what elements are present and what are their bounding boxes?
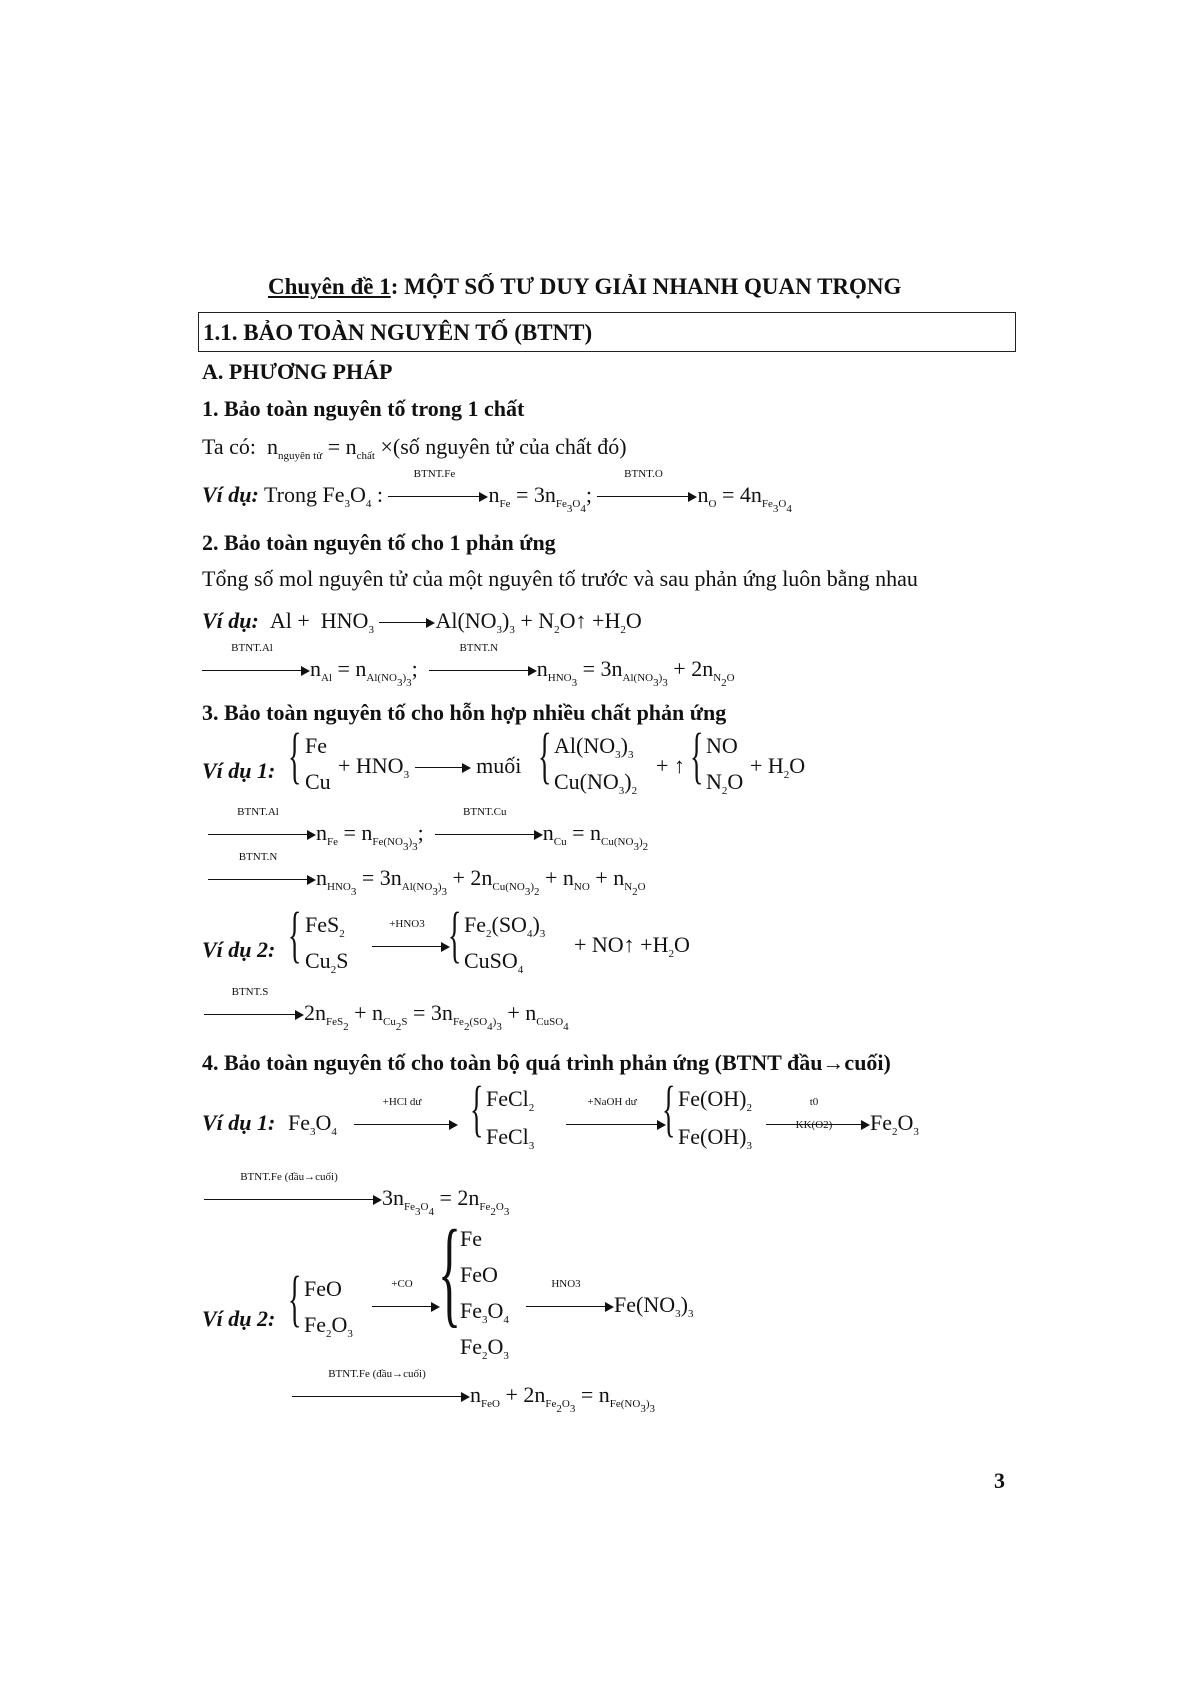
equation-btnt-fe-dc: BTNT.Fe (đầu→cuối) $3n_{Fe_3O_4} = 2n_{Fe_2O_3}$ [204, 1185, 509, 1212]
muoi-text: muối [476, 753, 522, 778]
formula1-text: (số nguyên tử của chất đó) [392, 434, 627, 459]
ta-co-label: Ta có: [202, 434, 257, 459]
arrow-btnt-o: BTNT.O [597, 482, 697, 508]
example-1b-label: Ví dụ 1: [202, 1110, 276, 1135]
section-heading-text: 1.1. BẢO TOÀN NGUYÊN TỐ (BTNT) [203, 320, 593, 345]
equation-btnt-al-n: BTNT.Al $n_{Al} = n_{Al(NO_3)_3}$; BTNT.N $n_{HNO_3} = 3n_{Al(NO_3)_3} + 2n_{N_2O}$ [202, 656, 735, 683]
arrow-btnt-s: BTNT.S [204, 1000, 304, 1026]
example-fe3o4: Ví dụ: Trong $Fe_3O_4$ : BTNT.Fe $n_{Fe} = 3n_{Fe_3O_4}$; BTNT.O $n_O = 4n_{Fe_3O_4}$ [202, 468, 792, 515]
arrow-btnt-al-2: BTNT.Al [208, 820, 316, 846]
arrow-btnt-n-2: BTNT.N [208, 865, 316, 891]
trong-text: Trong [263, 482, 317, 507]
heading-3: 3. Bảo toàn nguyên tố cho hỗn hợp nhiều chất phản ứng [202, 700, 727, 725]
equation-btnt-fe-dc-2: BTNT.Fe (đầu→cuối) $n_{FeO} + 2n_{Fe_2O_3} = n_{Fe(NO_3)_3}$ [292, 1382, 655, 1409]
heading-2: 2. Bảo toàn nguyên tố cho 1 phản ứng [202, 530, 556, 555]
equation-btnt-n-2: BTNT.N $n_{HNO_3} = 3n_{Al(NO_3)_3} + 2n_{Cu(NO_3)_2} + n_{NO} + n_{N_2O}$ [208, 865, 646, 892]
topic-label: Chuyên đề 1 [268, 274, 391, 299]
formula-ta-co: Ta có: $n_{nguyên tử} = n_{chất}$ ×(số nguyên tử của chất đó) [202, 434, 627, 462]
section-a-heading: A. PHƯƠNG PHÁP [202, 359, 393, 384]
example-2b-label: Ví dụ 2: [202, 1306, 276, 1331]
topic-title: : MỘT SỐ TƯ DUY GIẢI NHANH QUAN TRỌNG [390, 274, 902, 299]
example-label: Ví dụ: [202, 608, 259, 633]
equation-btnt-al-cu: BTNT.Al $n_{Fe} = n_{Fe(NO_3)_3}$; BTNT.Cu $n_{Cu} = n_{Cu(NO_3)_2}$ [208, 820, 648, 847]
arrow-btnt-fe: BTNT.Fe [388, 482, 488, 508]
arrow-btnt-cu: BTNT.Cu [435, 820, 543, 846]
example-2-label: Ví dụ 2: [202, 937, 276, 962]
arrow-btnt-al: BTNT.Al [202, 656, 310, 682]
arrow-btnt-n: BTNT.N [429, 656, 537, 682]
example-label: Ví dụ: [202, 482, 259, 507]
heading-1: 1. Bảo toàn nguyên tố trong 1 chất [202, 396, 525, 421]
example-al-hno3: Ví dụ: $Al + HNO_3$ $Al(NO_3)_3$ + $N_2O↑ +H_2O$ [202, 608, 642, 636]
arrow-btnt-fe-dc: BTNT.Fe (đầu→cuối) [204, 1185, 382, 1211]
section-heading-box [198, 312, 1016, 352]
page-title [268, 274, 901, 300]
heading-2-text: Tổng số mol nguyên tử của một nguyên tố trước và sau phản ứng luôn bằng nhau [202, 566, 918, 591]
arrow-btnt-fe-dc-2: BTNT.Fe (đầu→cuối) [292, 1382, 470, 1408]
example-1-label: Ví dụ 1: [202, 758, 276, 783]
heading-4: 4. Bảo toàn nguyên tố cho toàn bộ quá trình phản ứng (BTNT đầu→cuối) [202, 1050, 891, 1075]
page-number: 3 [994, 1468, 1005, 1493]
equation-btnt-s: BTNT.S $2n_{FeS_2} + n_{Cu_2S} = 3n_{Fe_2(SO_4)_3} + n_{CuSO_4}$ [204, 1000, 569, 1027]
